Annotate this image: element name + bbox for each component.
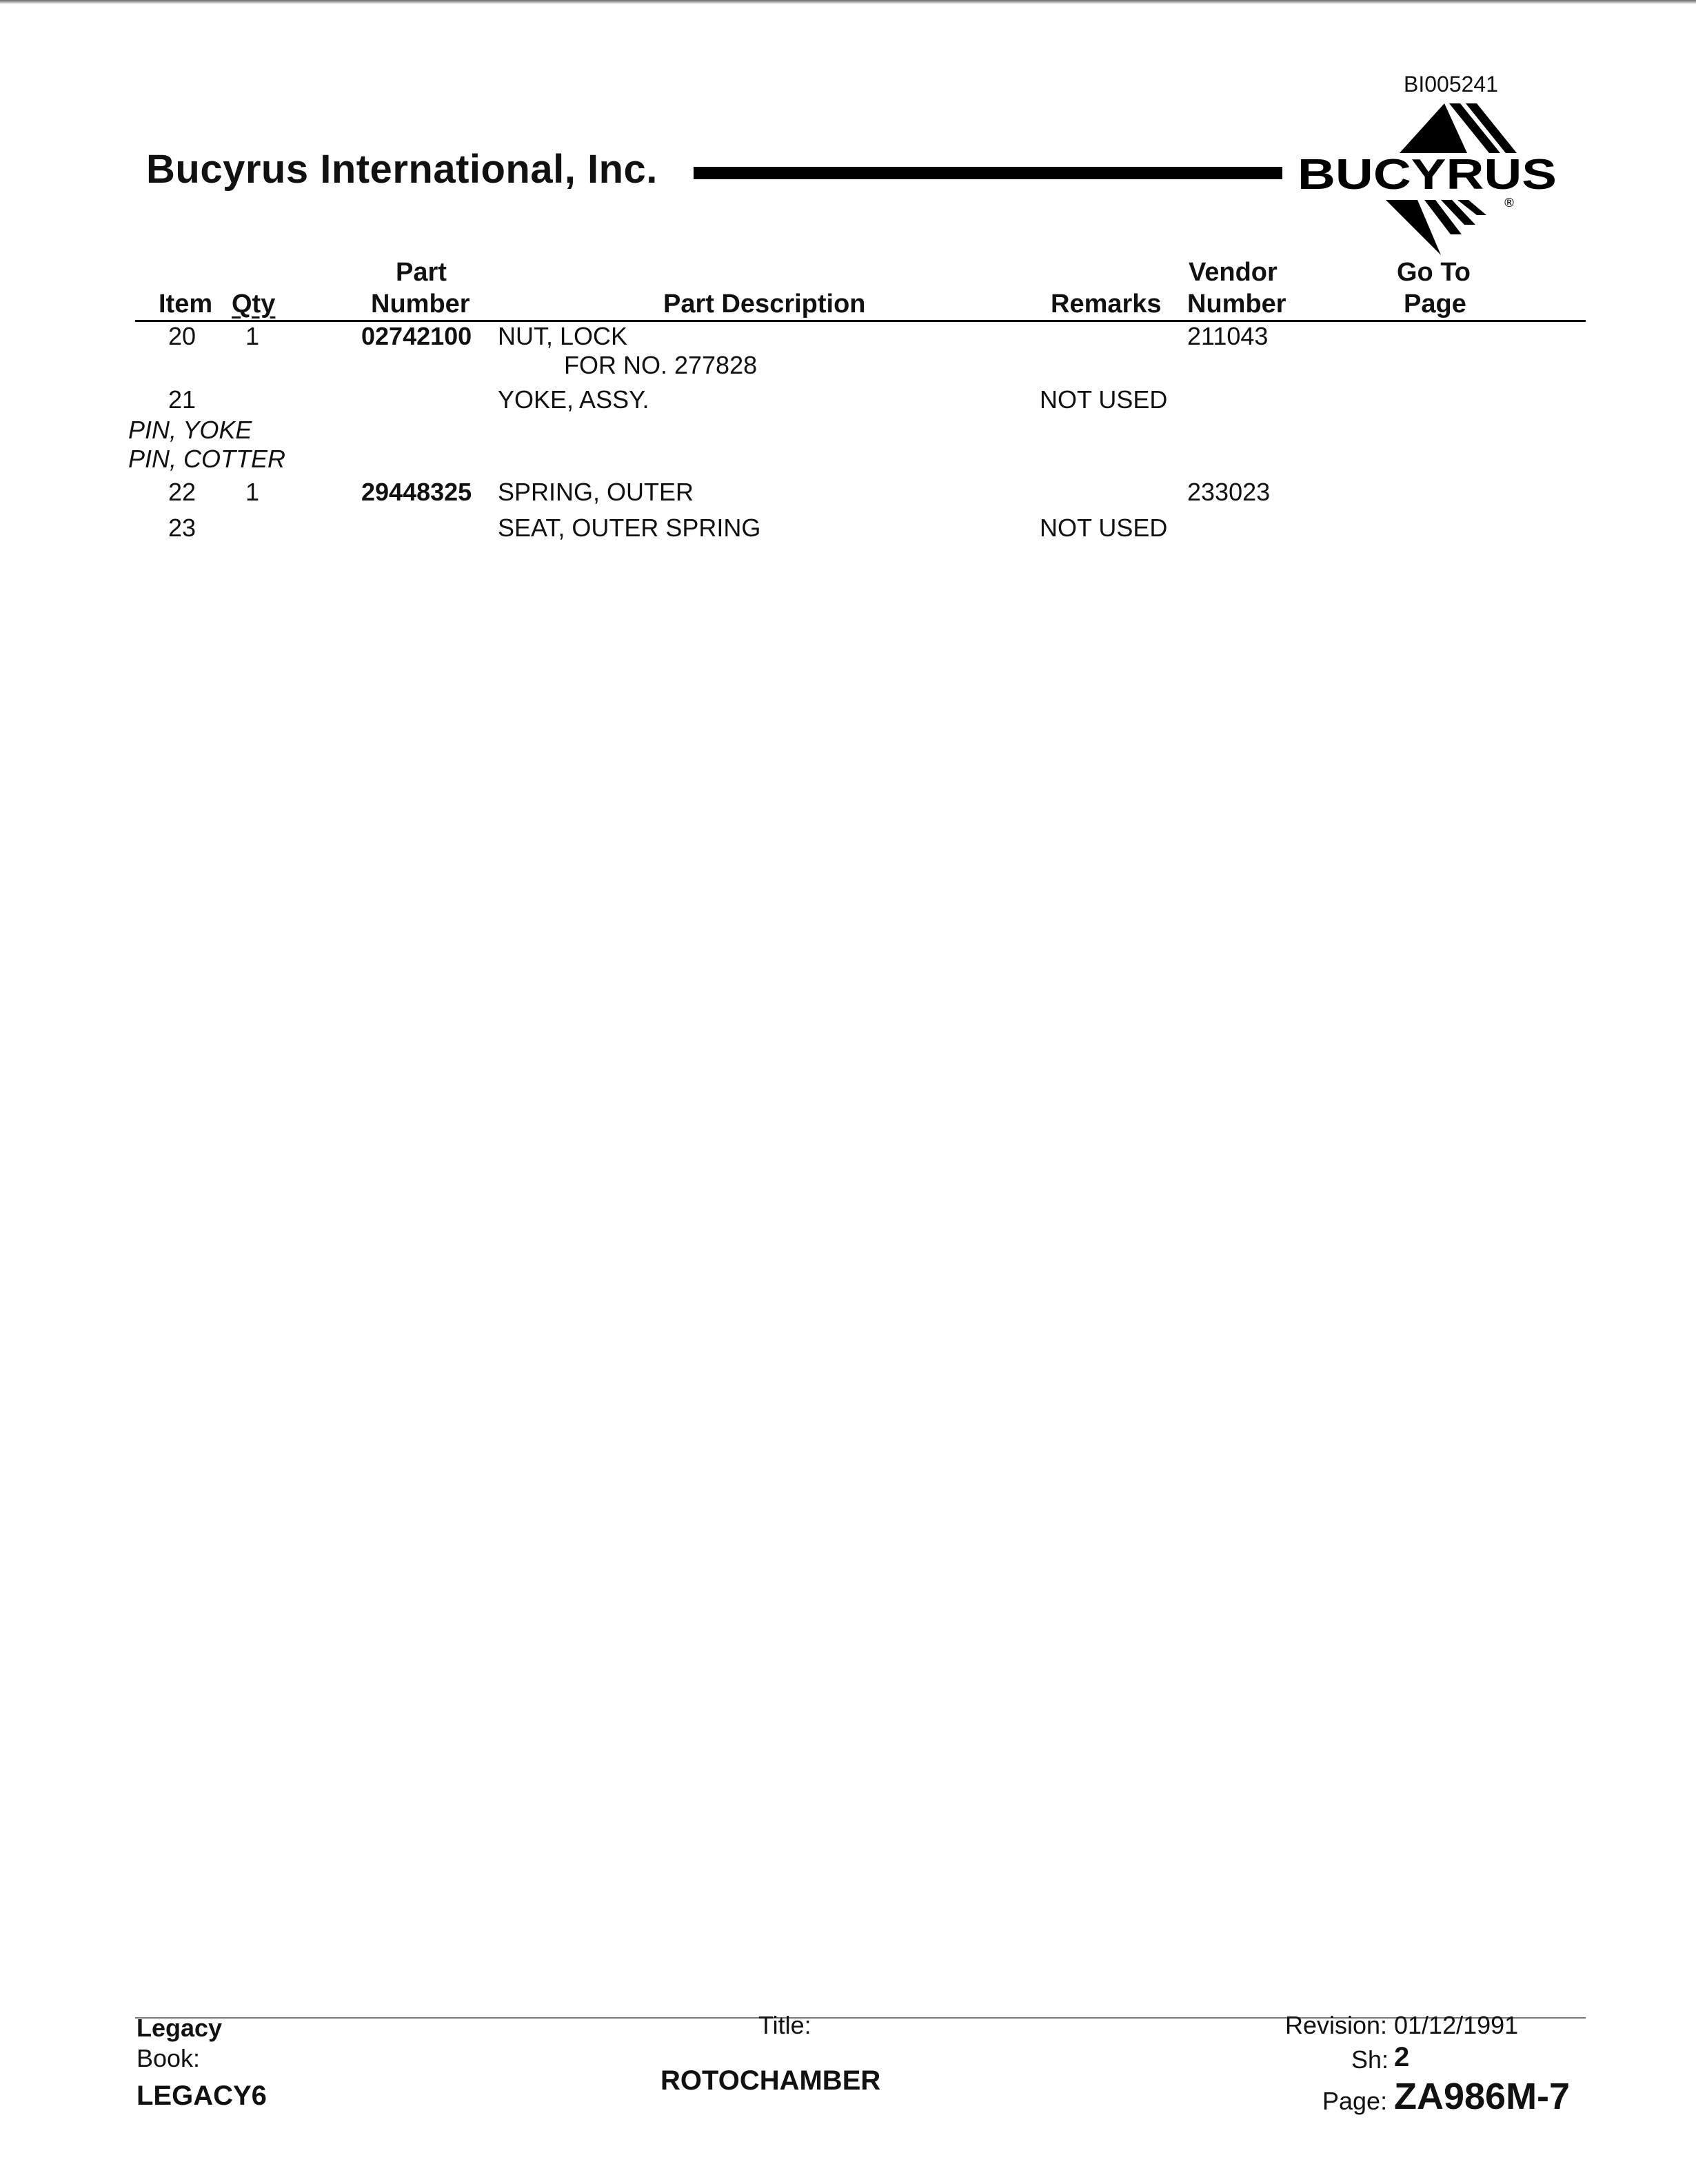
row-part-number: 29448325 [361,478,472,506]
col-header-part-number-l2: Number [371,290,470,318]
footer-sheet-value: 2 [1394,2042,1410,2072]
row-part-number: 02742100 [361,322,472,350]
footer-sheet-label: Sh: [1351,2045,1389,2074]
footer-book-label: Book: [137,2044,201,2072]
col-header-vendor-l2: Number [1187,290,1286,318]
footer-legacy-label: Legacy [137,2014,223,2042]
row-item: 20 [168,322,196,350]
document-id: BI005241 [1404,72,1499,97]
col-header-item: Item [159,290,213,318]
row-vendor: 211043 [1187,322,1269,350]
header-rule-bar [694,167,1282,179]
row-vendor: 233023 [1187,478,1271,506]
logo-upper-chevrons-icon [1400,103,1517,153]
footer-page-value: ZA986M-7 [1394,2076,1571,2117]
row-sub-description: FOR NO. 277828 [564,351,758,379]
col-header-vendor-l1: Vendor [1189,258,1278,287]
footer-book-value: LEGACY6 [137,2081,267,2111]
note-line: PIN, COTTER [128,445,286,473]
row-qty: 1 [245,322,260,350]
row-description: NUT, LOCK [498,322,628,350]
col-header-part-number-l1: Part [396,258,447,287]
row-remarks: NOT USED [1040,514,1168,542]
registered-mark: ® [1503,196,1515,210]
col-header-description: Part Description [663,290,866,318]
logo-wordmark: BUCYRUS [1298,151,1557,199]
row-item: 22 [168,478,196,506]
row-item: 21 [168,385,196,414]
row-description: SEAT, OUTER SPRING [498,514,761,542]
footer-page-label: Page: [1322,2087,1388,2115]
row-remarks: NOT USED [1040,385,1168,414]
footer-revision-value: 01/12/1991 [1394,2011,1519,2039]
col-header-goto-l2: Page [1404,290,1466,318]
col-header-goto-l1: Go To [1397,258,1471,287]
row-description: SPRING, OUTER [498,478,694,506]
note-line: PIN, YOKE [128,416,252,444]
logo-lower-chevrons-icon [1386,200,1486,255]
footer-title-label: Title: [758,2011,811,2039]
col-header-remarks: Remarks [1051,290,1162,318]
bucyrus-logo [1296,97,1586,269]
footer-revision-label: Revision: [1285,2011,1388,2039]
company-name: Bucyrus International, Inc. [146,147,658,192]
row-item: 23 [168,514,196,542]
col-header-qty: Qty [232,290,276,318]
row-description: YOKE, ASSY. [498,385,649,414]
footer-title-value: ROTOCHAMBER [660,2065,881,2096]
row-qty: 1 [245,478,260,506]
table-header-rule [135,320,1586,322]
scan-edge-artifact [0,0,1696,4]
